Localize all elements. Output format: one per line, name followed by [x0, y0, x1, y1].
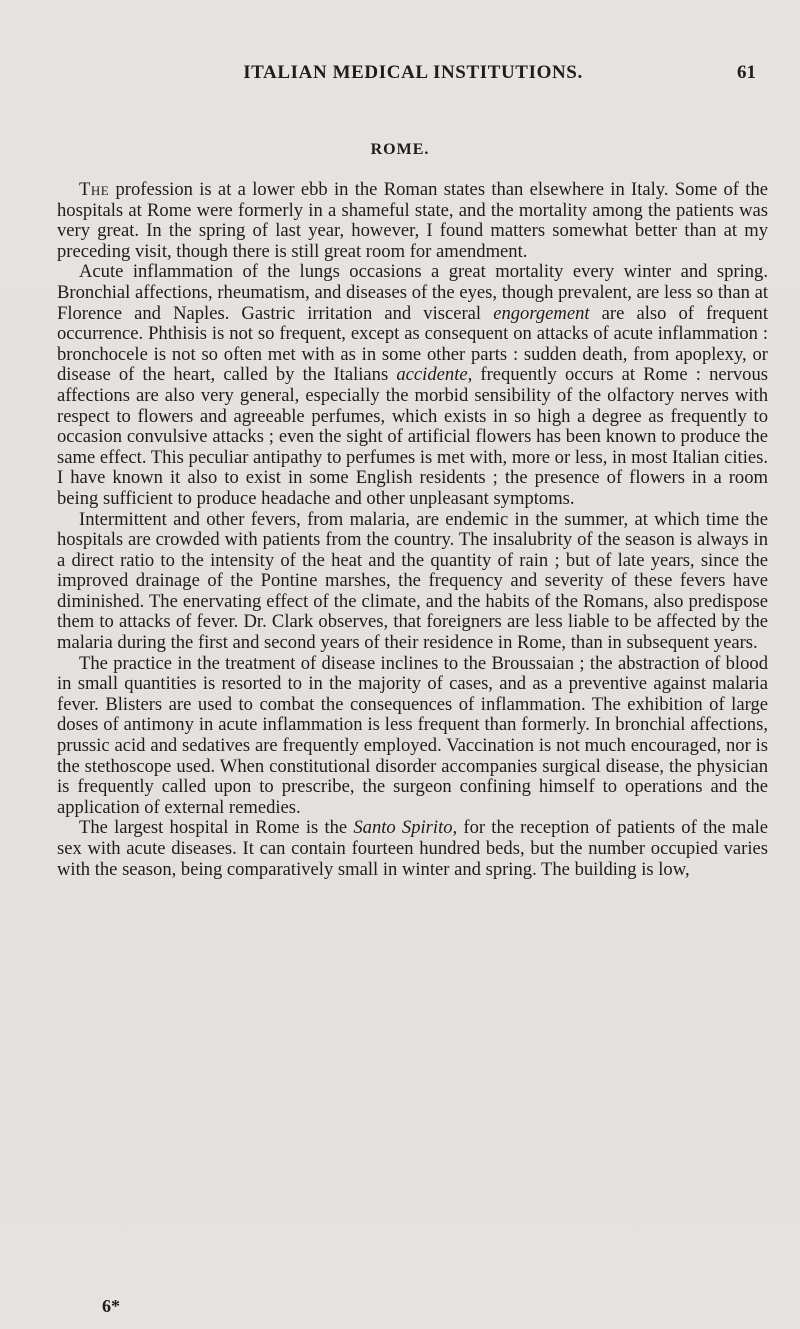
paragraph-1 — [57, 180, 768, 262]
running-head — [70, 62, 756, 88]
paragraph-text: are also of frequent occurrence. Phthisis is not so frequent, except as consequent on attacks of acute inflammation : bronchocele is not so often met with as in some other parts : sudden death, from apoplexy, or disease of the heart, called by the Italians — [57, 302, 768, 386]
section-heading: ROME. — [370, 141, 430, 158]
paragraph-text: frequently occurs at Rome : nervous affections are also very general, especially the morbid sensibility of the olfactory nerves with respect to flowers and agreeable perfumes, which exists in so high a degree as frequently to occasion convulsive attacks ; even the sight of artificial flowers has been known to produce the same effect. This peculiar antipathy to perfumes is met with, more or less, in most Italian cities. I have known it also to exist in some English residents ; the presence of flowers in a room being sufficient to produce headache and other unpleasant symptoms. — [57, 364, 768, 509]
paragraph-text: for the reception of patients of the male sex with acute diseases. It can contain fourteen hundred beds, but the number occupied varies with the season, being comparatively small in winter and spring. The building is low, — [57, 817, 768, 880]
body-text — [57, 180, 768, 880]
paragraph-text: The largest hospital in Rome is the — [79, 817, 354, 839]
paragraph-5 — [57, 818, 768, 880]
italic-term: accidente, — [396, 364, 473, 386]
paragraph-text: profession is at a lower ebb in the Roman states than elsewhere in Italy. Some of the hospitals at Rome were formerly in a shameful state, and the mortality among the patients was very great. In the spring of last year, however, I found matters somewhat better than at my preceding visit, though there is still great room for amendment. — [57, 179, 768, 262]
paragraph-text: Acute inflammation of the lungs occasions a great mortality every winter and spring. Bronchial affections, rheumatism, and diseases of the eyes, though prevalent, are less so than at Florence and Naples. Gastric irritation and visceral — [57, 261, 768, 324]
running-title: ITALIAN MEDICAL INSTITUTIONS. — [243, 62, 583, 83]
signature-mark: 6* — [102, 1296, 120, 1316]
italic-term: Santo Spirito, — [353, 817, 458, 839]
paragraph-text: Intermittent and other fevers, from malaria, are endemic in the summer, at which time the hospitals are crowded with patients from the country. The insalubrity of the season is always in a direct ratio to the intensity of the heat and the quantity of rain ; but of late years, since the improved drainage of the Pontine marshes, the frequency and severity of these fevers have diminished. The enervating effect of the climate, and the habits of the Romans, also predispose them to attacks of fever. Dr. Clark observes, that foreigners are less liable to be affected by the malaria during the first and second years of their residence in Rome, than in subsequent years. — [57, 508, 768, 654]
paragraph-2 — [57, 262, 768, 509]
paragraph-3 — [57, 510, 768, 654]
paragraph-lead-word: The — [79, 179, 110, 200]
paragraph-4 — [57, 654, 768, 819]
page-number: 61 — [737, 62, 756, 83]
italic-term: engorgement — [493, 302, 590, 324]
paragraph-text: The practice in the treatment of disease inclines to the Broussaian ; the abstraction of blood in small quantities is resorted to in the majority of cases, and as a preventive against malaria fever. Blisters are used to combat the consequences of inflammation. The exhibition of large doses of antimony in acute inflammation is less frequent than formerly. In bronchial affections, prussic acid and sedatives are frequently employed. Vaccination is not much encouraged, nor is the stethoscope used. When constitutional disorder accompanies surgical disease, the physician is frequently called upon to prescribe, the surgeon confining himself to operations and the application of external remedies. — [57, 652, 768, 818]
